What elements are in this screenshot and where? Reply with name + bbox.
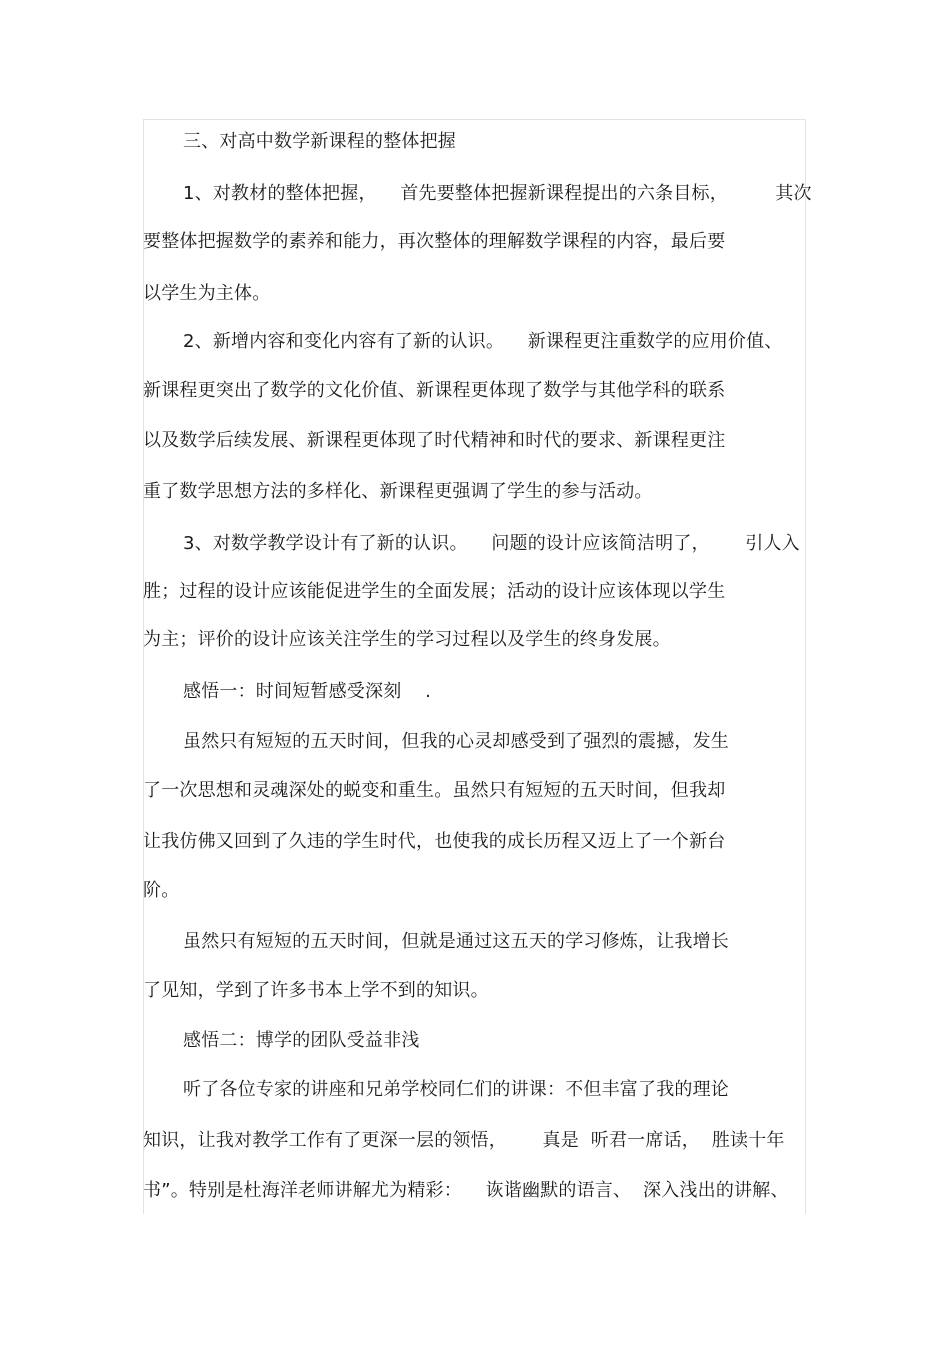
text-line: 了见知，学到了许多书本上学不到的知识。 xyxy=(143,980,489,1001)
text-line: 要整体把握数学的素养和能力，再次整体的理解数学课程的内容，最后要 xyxy=(143,231,726,252)
page-border-right xyxy=(805,119,806,1214)
text-line: 以及数学后续发展、新课程更体现了时代精神和时代的要求、新课程更注 xyxy=(143,430,726,451)
text-line: 以学生为主体。 xyxy=(143,283,271,304)
text-line: 听了各位专家的讲座和兄弟学校同仁们的讲课：不但丰富了我的理论 xyxy=(183,1079,729,1100)
text-line: 书”。特别是杜海洋老师讲解尤为精彩： 诙谐幽默的语言、 深入浅出的讲解、 xyxy=(143,1180,789,1201)
insight-heading-2: 感悟二：博学的团队受益非浅 xyxy=(183,1030,420,1051)
text-line: 虽然只有短短的五天时间，但就是通过这五天的学习修炼，让我增长 xyxy=(183,931,729,952)
text-line: 1、对教材的整体把握， 首先要整体把握新课程提出的六条目标， 其次 xyxy=(183,183,812,204)
text-line: 了一次思想和灵魂深处的蜕变和重生。虽然只有短短的五天时间，但我却 xyxy=(143,780,726,801)
page-border-top xyxy=(143,119,805,120)
insight-heading-1: 感悟一：时间短暂感受深刻 . xyxy=(183,681,432,702)
text-line: 知识，让我对教学工作有了更深一层的领悟， 真是 听君一席话， 胜读十年 xyxy=(143,1130,785,1151)
text-line: 新课程更突出了数学的文化价值、新课程更体现了数学与其他学科的联系 xyxy=(143,380,726,401)
text-line: 3、对数学教学设计有了新的认识。 问题的设计应该简洁明了， 引人入 xyxy=(183,533,800,554)
section-heading: 三、对高中数学新课程的整体把握 xyxy=(183,131,456,152)
text-line: 让我仿佛又回到了久违的学生时代，也使我的成长历程又迈上了一个新台 xyxy=(143,831,726,852)
text-line: 为主；评价的设计应该关注学生的学习过程以及学生的终身发展。 xyxy=(143,629,671,650)
text-line: 胜；过程的设计应该能促进学生的全面发展；活动的设计应该体现以学生 xyxy=(143,581,726,602)
text-line: 重了数学思想方法的多样化、新课程更强调了学生的参与活动。 xyxy=(143,481,653,502)
text-line: 虽然只有短短的五天时间，但我的心灵却感受到了强烈的震撼，发生 xyxy=(183,731,729,752)
text-line: 阶。 xyxy=(143,880,180,901)
text-line: 2、新增内容和变化内容有了新的认识。 新课程更注重数学的应用价值、 xyxy=(183,331,783,352)
